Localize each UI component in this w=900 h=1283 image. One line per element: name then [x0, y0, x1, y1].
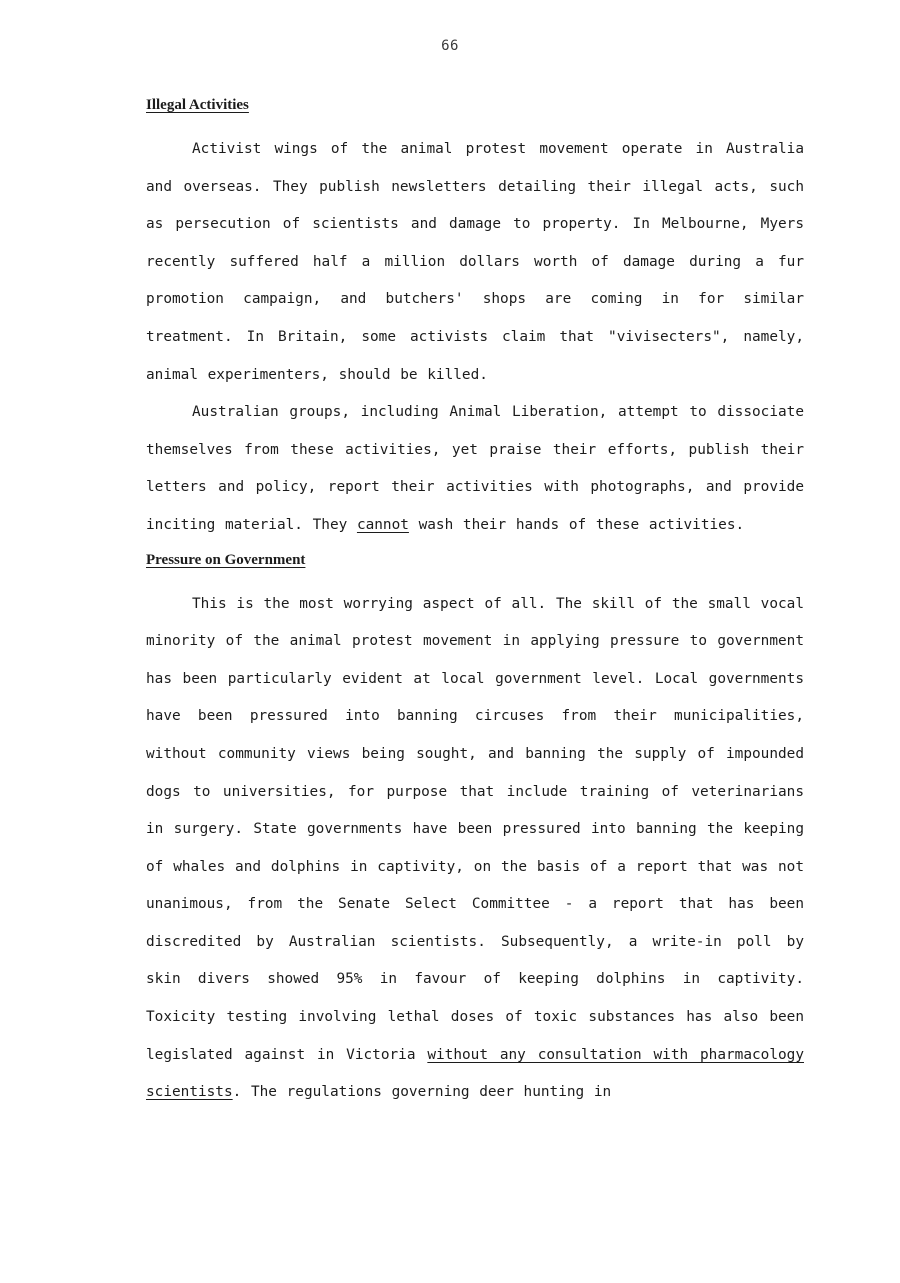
- paragraph-text: Australian groups, including Animal Liberation, attempt to dissociate themselves from these activities, yet praise their efforts, publish their letters and policy, report their activities with photographs, and provide inciting material. They: [146, 404, 804, 533]
- paragraph-text: wash their hands of these activities.: [408, 516, 745, 533]
- paragraph: [146, 394, 804, 544]
- section-illegal-activities: [146, 94, 804, 118]
- paragraph: [146, 586, 804, 1112]
- paragraph: [146, 131, 804, 394]
- section-heading: Illegal Activities: [146, 97, 249, 113]
- document-body: [146, 94, 804, 1112]
- section-pressure-on-government: [146, 549, 804, 573]
- paragraph-text: This is the most worrying aspect of all. The skill of the small vocal minority of the animal protest movement in applying pressure to government has been particularly evident at local government level. Local governments have been pressured into banning circuses from their municipalities, without community views being sought, and banning the supply of impounded dogs to universities, for purpose that include training of veterinarians in surgery. State governments have been pressured into banning the keeping of whales and dolphins in captivity, on the basis of a report that was not unanimous, from the Senate Select Committee - a report that has been discredited by Australian scientists. Subsequently, a write-in poll by skin divers showed 95% in favour of keeping dolphins in captivity. Toxicity testing involving lethal doses of toxic substances has also been legislated against in Victoria: [146, 595, 804, 1063]
- section-heading: Pressure on Government: [146, 551, 306, 568]
- underlined-emphasis: without any consultation with pharmacology scientists: [146, 1046, 804, 1101]
- paragraph-text: . The regulations governing deer hunting in: [232, 1084, 612, 1101]
- underlined-emphasis: cannot: [356, 516, 409, 533]
- paragraph-text: Activist wings of the animal protest movement operate in Australia and overseas. They publish newsletters detailing their illegal acts, such as persecution of scientists and damage to property. In Melbourne, Myers recently suffered half a million dollars worth of damage during a fur promotion campaign, and butchers' shops are coming in for similar treatment. In Britain, some activists claim that "vivisecters", namely, animal experimenters, should be killed.: [146, 141, 804, 383]
- page-number: 66: [441, 38, 459, 54]
